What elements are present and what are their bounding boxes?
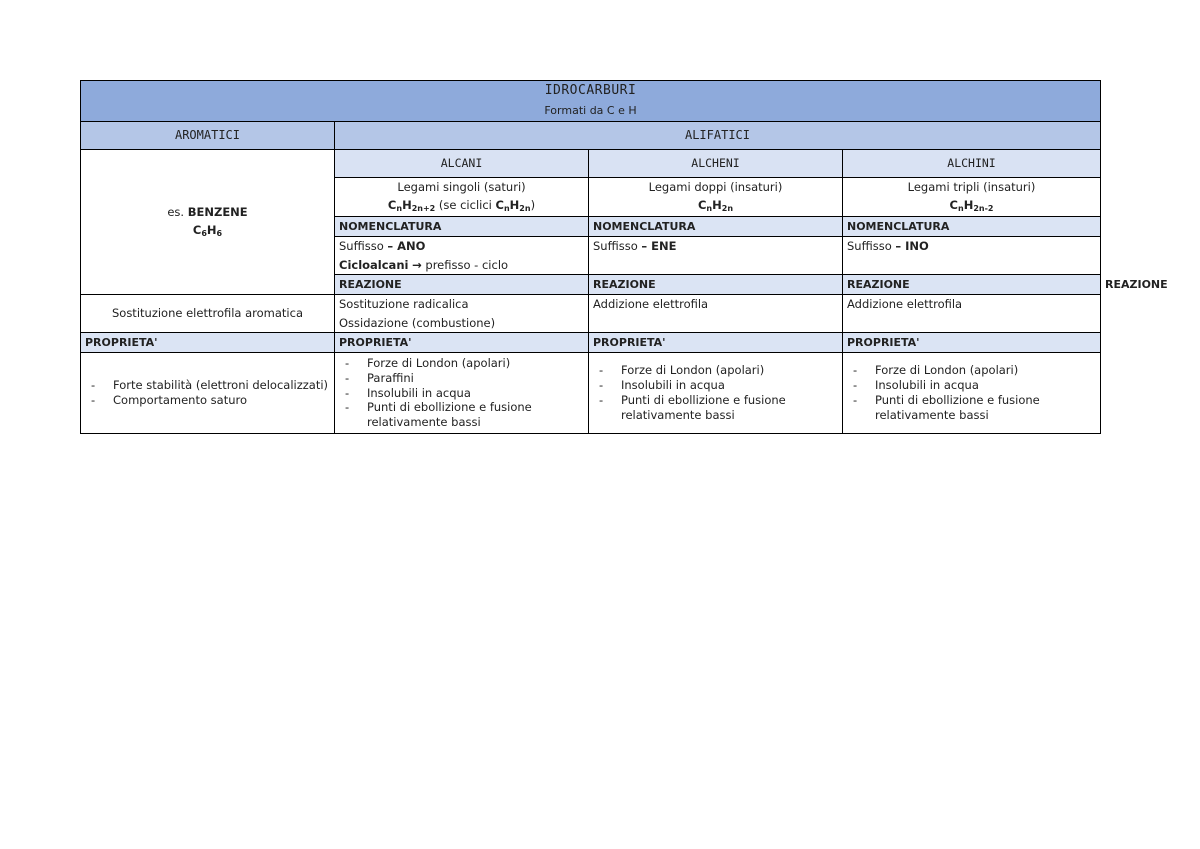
arrow-icon: → xyxy=(412,257,422,272)
reazione-label-row: REAZIONE REAZIONE REAZIONE REAZIONE xyxy=(81,275,1101,295)
category-alifatici: ALIFATICI xyxy=(335,122,1101,150)
table-subtitle: Formati da C e H xyxy=(544,104,637,118)
alcani-legami-cell xyxy=(335,178,589,217)
alcheni-reazioni-cell xyxy=(589,295,843,333)
alcani-nomenclatura-label: NOMENCLATURA xyxy=(335,217,589,237)
alchini-suffisso: – INO xyxy=(895,239,929,254)
alchini-nomenclatura-cell xyxy=(843,237,1101,275)
alcani-proprieta-cell xyxy=(335,352,589,433)
alcheni-nomenclatura-cell xyxy=(589,237,843,275)
list-item: - Forte stabilità (elettroni delocalizzati) xyxy=(89,378,330,393)
alchini-suffisso-prefix: Suffisso xyxy=(847,239,892,254)
subtype-alchini: ALCHINI xyxy=(843,150,1101,178)
list-item: - Forze di London (apolari) xyxy=(597,363,838,378)
alcani-reazione-1: Sostituzione radicalica xyxy=(339,297,469,312)
alcheni-proprieta-label: PROPRIETA' xyxy=(589,332,843,352)
list-item: - Punti di ebollizione e fusione relativamente bassi xyxy=(851,393,1096,422)
alcani-suffisso: – ANO xyxy=(387,239,426,254)
alcheni-proprieta-list xyxy=(593,363,838,422)
alchini-proprieta-cell xyxy=(843,352,1101,433)
alcheni-reazione-1: Addizione elettrofila xyxy=(593,297,709,312)
alchini-formula: $C_nH_{2n-2}$ xyxy=(949,198,994,214)
alchini-nomenclatura-label: NOMENCLATURA xyxy=(843,217,1101,237)
alcheni-proprieta-cell xyxy=(589,352,843,433)
alcheni-nomenclatura-label: NOMENCLATURA xyxy=(589,217,843,237)
category-row xyxy=(81,122,1101,150)
example-prefix: es. xyxy=(167,204,185,219)
list-item: - Punti di ebollizione e fusione relativamente bassi xyxy=(597,393,838,422)
table-title: IDROCARBURI xyxy=(544,83,637,98)
alcani-formula: $C_nH_{2n+2}$ (se ciclici $C_nH_{2n}$) xyxy=(387,198,536,214)
list-item: - Forze di London (apolari) xyxy=(851,363,1096,378)
alchini-reazione-1: Addizione elettrofila xyxy=(847,297,963,312)
reazione-row xyxy=(81,295,1101,333)
alchini-proprieta-list xyxy=(847,363,1096,422)
list-item: - Insolubili in acqua xyxy=(597,378,838,393)
list-item: - Comportamento saturo xyxy=(89,393,330,408)
subtype-alcani: ALCANI xyxy=(335,150,589,178)
title-row xyxy=(81,81,1101,122)
alchini-proprieta-label: PROPRIETA' xyxy=(843,332,1101,352)
category-aromatici: AROMATICI xyxy=(81,122,335,150)
list-item: - Punti di ebollizione e fusione relativamente bassi xyxy=(343,400,584,429)
alcheni-reazione-label: REAZIONE xyxy=(843,275,1101,295)
alcheni-legami: Legami doppi (insaturi) xyxy=(648,180,783,194)
aromatici-reazione: Sostituzione elettrofila aromatica xyxy=(81,295,335,333)
alcheni-suffisso-prefix: Suffisso xyxy=(593,239,638,254)
example-name: BENZENE xyxy=(187,204,248,219)
alcani-proprieta-list xyxy=(339,356,584,430)
cicloalcani-label: Cicloalcani xyxy=(339,257,409,272)
alcani-reazione-2: Ossidazione (combustione) xyxy=(339,315,496,330)
alcani-nomenclatura-cell xyxy=(335,237,589,275)
alcani-reazione-label: REAZIONE xyxy=(589,275,843,295)
alcheni-formula: $C_nH_{2n}$ xyxy=(697,198,734,214)
alcani-suffisso-prefix: Suffisso xyxy=(339,239,384,254)
proprieta-row xyxy=(81,352,1101,433)
alcheni-legami-cell xyxy=(589,178,843,217)
alcheni-suffisso: – ENE xyxy=(641,239,677,254)
alchini-legami-cell xyxy=(843,178,1101,217)
benzene-formula: $C_6H_6$ xyxy=(192,223,223,239)
aromatici-proprieta-cell xyxy=(81,352,335,433)
proprieta-label-row xyxy=(81,332,1101,352)
alchini-legami: Legami tripli (insaturi) xyxy=(907,180,1036,194)
aromatici-proprieta-label: PROPRIETA' xyxy=(81,332,335,352)
subtype-row xyxy=(81,150,1101,178)
list-item: - Insolubili in acqua xyxy=(343,386,584,401)
aromatici-example-cell xyxy=(81,150,335,295)
title-cell xyxy=(81,81,1101,122)
list-item: - Paraffini xyxy=(343,371,584,386)
alchini-reazioni-cell xyxy=(843,295,1101,333)
cicloalcani-text: prefisso - ciclo xyxy=(425,257,509,272)
alcani-legami: Legami singoli (saturi) xyxy=(397,180,526,194)
aromatici-proprieta-list xyxy=(85,378,330,407)
alcani-reazioni-cell xyxy=(335,295,589,333)
aromatici-reazione-label: REAZIONE xyxy=(335,275,589,295)
subtype-alcheni: ALCHENI xyxy=(589,150,843,178)
list-item: - Forze di London (apolari) xyxy=(343,356,584,371)
list-item: - Insolubili in acqua xyxy=(851,378,1096,393)
hydrocarbons-table xyxy=(80,80,1168,434)
alcani-proprieta-label: PROPRIETA' xyxy=(335,332,589,352)
